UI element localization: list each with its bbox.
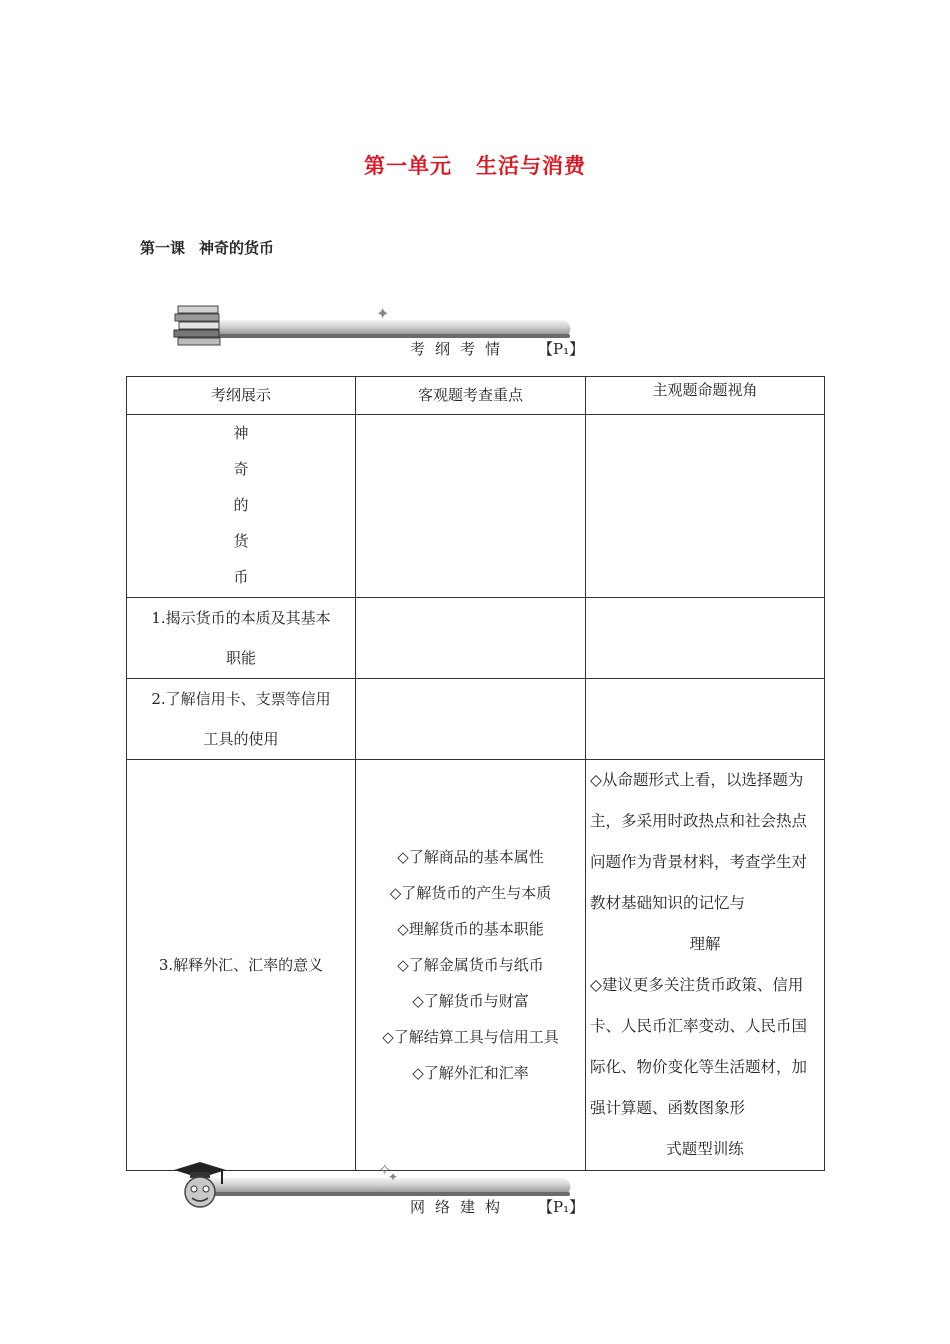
empty-cell (356, 679, 586, 760)
table-header-row (127, 377, 825, 415)
graduation-globe-icon (170, 1158, 230, 1210)
sparkle-icon: ✦ (388, 1170, 399, 1184)
outline-cell: 3.解释外汇、汇率的意义 (127, 760, 356, 1171)
subjective-perspective-cell: ◇从命题形式上看，以选择题为主，多采用时政热点和社会热点问题作为背景材料，考查学生对教材基础知识的记忆与 理解 ◇建议更多关注货币政策、信用卡、人民币汇率变动、人民币国际化、物价变化等生活题材，加强计算题、函数图象形 式题型训练 (586, 760, 825, 1171)
lesson-title: 第一课 神奇的货币 (140, 239, 275, 257)
books-icon (170, 300, 230, 350)
banner-bar-shadow (200, 1192, 570, 1196)
table-row (127, 760, 825, 1171)
header-cell: 客观题考查重点 (356, 377, 586, 415)
outline-cell: 1.揭示货币的本质及其基本 职能 (127, 598, 356, 679)
objective-points-cell: ◇了解商品的基本属性 ◇了解货币的产生与本质 ◇理解货币的基本职能 ◇了解金属货币与纸币 ◇了解货币与财富 ◇了解结算工具与信用工具 ◇了解外汇和汇率 (356, 760, 586, 1171)
table-row (127, 415, 825, 598)
section-label: 考纲考情 (410, 340, 511, 358)
section-label: 网络建构 (410, 1198, 511, 1216)
empty-cell (356, 598, 586, 679)
empty-cell (586, 598, 825, 679)
page-ref: 【P₁】 (538, 340, 585, 358)
leaf-icon: ✦ (376, 304, 390, 323)
topic-cell: 神 奇 的 货 币 (127, 415, 356, 598)
table-row (127, 598, 825, 679)
table-row (127, 679, 825, 760)
unit-title: 第一单元 生活与消费 (364, 154, 586, 178)
outline-cell: 2.了解信用卡、支票等信用 工具的使用 (127, 679, 356, 760)
empty-cell (586, 679, 825, 760)
header-cell: 主观题命题视角 (586, 377, 825, 415)
banner-bar-shadow (200, 334, 570, 338)
section-banner-network (170, 1158, 590, 1218)
header-cell: 考纲展示 (127, 377, 356, 415)
empty-cell (356, 415, 586, 598)
empty-cell (586, 415, 825, 598)
page-ref: 【P₁】 (538, 1198, 585, 1216)
section-banner-exam-outline (170, 300, 590, 360)
exam-outline-table (126, 376, 825, 1171)
sparkle-icon: ✧ (378, 1160, 392, 1179)
